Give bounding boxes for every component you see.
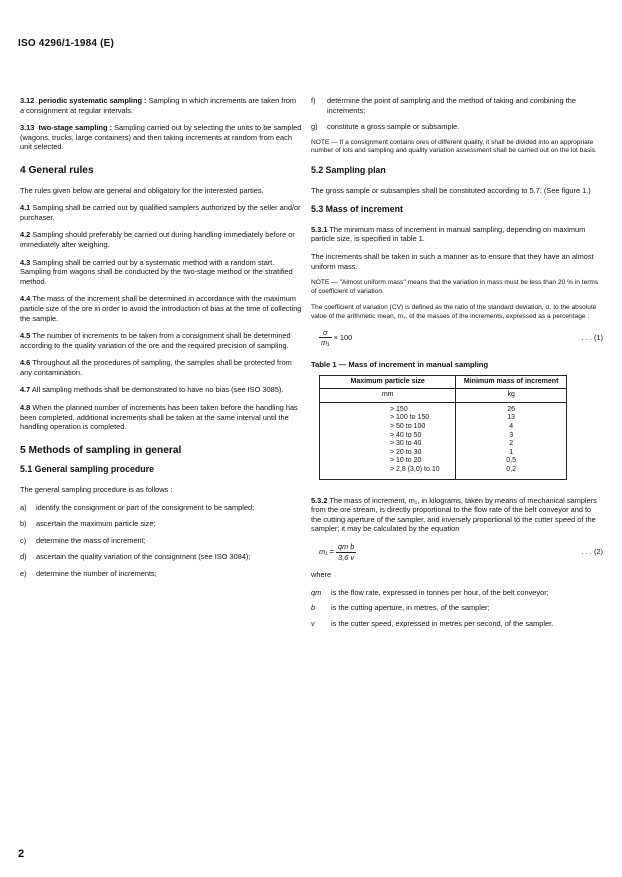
clause-3-12: 3.12 periodic systematic sampling : Sampling in which increments are taken from a consignment at regular intervals. bbox=[20, 96, 297, 115]
table-row: > 50 to 100 4 bbox=[320, 423, 567, 432]
cv-definition: The coefficient of variation (CV) is defined as the ratio of the standard deviation, σ, to the absolute value of the arithmetic mean, m₁, of the masses of the increments, expressed as a percentage : bbox=[311, 304, 597, 320]
uniform-mass-text: The increments shall be taken in such a manner as to ensure that they have an almost uniform mass. bbox=[311, 251, 594, 271]
heading-sampling-plan: 5.2 Sampling plan bbox=[311, 164, 386, 175]
table-unit: kg bbox=[456, 389, 567, 403]
table-unit: mm bbox=[320, 389, 456, 403]
list-item: a) identify the consignment or part of the consignment to be sampled; bbox=[20, 502, 255, 512]
list-item: g) constitute a gross sample or subsample. bbox=[311, 122, 460, 132]
right-column bbox=[311, 96, 603, 635]
equation-1-fraction: $\frac{\sigma}{\text{m₁}}$ bbox=[321, 327, 330, 348]
list-item: d) ascertain the quality variation of the consignment (see ISO 3084); bbox=[20, 552, 251, 562]
list-item: v is the cutter speed, expressed in metres per second, of the sampler. bbox=[311, 618, 554, 628]
table-row: > 100 to 150 13 bbox=[320, 414, 567, 423]
mass-table bbox=[319, 375, 567, 479]
list-item: b) ascertain the maximum particle size; bbox=[20, 519, 156, 529]
rule-4-4: 4.4 The mass of the increment shall be determined in accordance with the maximum particle size of the ore in order to avoid the introduction of bias at the time of collecting the sample. bbox=[20, 294, 302, 323]
rule-4-2: 4.2 Sampling should preferably be carried out during handling immediately before or immediately after weighing. bbox=[20, 230, 295, 249]
clause-5-3-2: 5.3.2 The mass of increment, m₁, in kilograms, taken by means of mechanical samplers from the ore stream, is directly proportional to the flow rate of the belt conveyor and to the cutting aperture of the sampler, and inversely proportional to the cutter speed of the sampler; it may be calculated by the equation bbox=[311, 495, 597, 534]
list-item: qm is the flow rate, expressed in tonnes per hour, of the belt conveyor; bbox=[311, 587, 549, 597]
table-caption: Table 1 — Mass of increment in manual sampling bbox=[311, 359, 489, 369]
heading-methods-of-sampling: 5 Methods of sampling in general bbox=[20, 444, 182, 456]
left-column bbox=[20, 96, 302, 586]
table-header: Maximum particle size bbox=[320, 376, 456, 389]
rule-4-8: 4.8 When the planned number of increments has been taken before the handling has been completed, additional increments shall be taken at the same interval until the handling operation is completed. bbox=[20, 403, 298, 432]
rule-4-6: 4.6 Throughout all the procedures of sampling, the samples shall be protected from any contamination. bbox=[20, 358, 292, 377]
table-row: > 2,8 (3,0) to 10 0,2 bbox=[320, 466, 567, 479]
table-header: Minimum mass of increment bbox=[456, 376, 567, 389]
list-item: e) determine the number of increments; bbox=[20, 569, 157, 578]
page-header: ISO 4296/1-1984 (E) bbox=[18, 38, 115, 49]
equation-2-fraction: $\frac{\text{qm b}}{3,6 v}$ bbox=[337, 542, 355, 562]
note-lot-basis: NOTE — If a consignment contains ores of different quality, it shall be divided into an appropriate number of lots and sampling and quality variation assessment shall be carried out on the lot basis. bbox=[311, 138, 597, 155]
page-number: 2 bbox=[18, 848, 25, 860]
procedure-intro: The general sampling procedure is as follows : bbox=[20, 485, 173, 495]
procedure-steps-left bbox=[20, 503, 302, 579]
clause-3-13: 3.13 two-stage sampling : Sampling carried out by selecting the units to be sampled (wagons, trucks, large containers) and then taking increments at random from each unit selected. bbox=[20, 123, 302, 152]
variable-definitions bbox=[311, 588, 603, 629]
table-row: > 20 to 30 1 bbox=[320, 449, 567, 458]
equation-2: m₁ = $\frac{\text{qm b}}{3,6 v}$ . . . (2) bbox=[319, 542, 603, 562]
clause-5-3-1: 5.3.1 The minimum mass of increment in manual sampling, depending on maximum particle size, is specified in table 1. bbox=[311, 224, 586, 244]
list-item: f) determine the point of sampling and the method of taking and combining the increments; bbox=[311, 96, 576, 115]
general-rules-intro: The rules given below are general and obligatory for the interested parties. bbox=[20, 185, 264, 195]
heading-mass-of-increment: 5.3 Mass of increment bbox=[311, 204, 403, 215]
rule-4-7: 4.7 All sampling methods shall be demonstrated to have no bias (see ISO 3085). bbox=[20, 385, 284, 395]
rule-4-3: 4.3 Sampling shall be carried out by a systematic method with a random start. Sampling from wagons shall be conducted by the two-stage method or the stratified method. bbox=[20, 257, 293, 286]
list-item: b is the cutting aperture, in metres, of the sampler; bbox=[311, 603, 490, 613]
equation-1-label: . . . (1) bbox=[581, 332, 603, 342]
rule-4-1: 4.1 Sampling shall be carried out by qualified samplers authorized by the seller and/or purchaser. bbox=[20, 203, 301, 222]
rule-4-5: 4.5 The number of increments to be taken from a consignment shall be determined according to the quality variation of the ore and the required precision of sampling. bbox=[20, 331, 291, 350]
table-row: > 150 26 bbox=[320, 402, 567, 414]
where-label: where bbox=[311, 570, 332, 580]
heading-general-rules: 4 General rules bbox=[20, 164, 94, 176]
note-uniform-mass: NOTE — "Almost uniform mass" means that the variation in mass must be less than 20 % in terms of coefficient of variation. bbox=[311, 279, 599, 295]
sampling-plan-text: The gross sample or subsamples shall be constituted according to 5.7. (See figure 1.) bbox=[311, 185, 591, 195]
table-row: > 30 to 40 2 bbox=[320, 440, 567, 449]
table-row: > 40 to 50 3 bbox=[320, 432, 567, 441]
heading-general-sampling-procedure: 5.1 General sampling procedure bbox=[20, 464, 154, 475]
table-row: > 10 to 20 0,5 bbox=[320, 457, 567, 466]
equation-1: $\frac{\sigma}{\text{m₁}}$ × 100 . . . (1) bbox=[321, 327, 603, 348]
equation-2-label: . . . (2) bbox=[581, 547, 603, 557]
list-item: c) determine the mass of increment; bbox=[20, 535, 146, 545]
